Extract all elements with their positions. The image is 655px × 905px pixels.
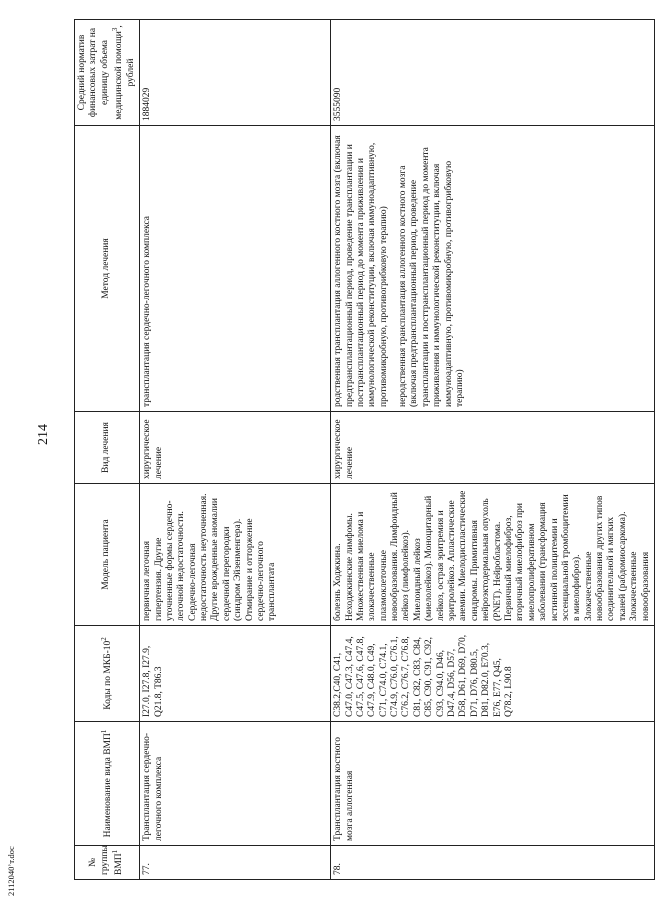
- cell-cost: 3555090: [331, 20, 655, 126]
- table-header-row: [75, 20, 140, 880]
- cell-type: хирургическое лечение: [140, 412, 331, 484]
- file-name: 2112040’т.doc: [6, 846, 16, 896]
- page-number-area: [36, 0, 60, 905]
- method-paragraph: неродственная трансплантация аллогенного костного мозга (включая предтрансплантационный период, проведение трансплантации и посттрансплантационный период до момента приживления и иммунологической реконституции, включая иммуноадаптивную, противомикробную, противогрибковую терапию): [398, 147, 466, 407]
- cell-method: [140, 126, 331, 412]
- header-cost: Средний норматив финансовых затрат на единицу объема медицинской помощи$^3$, рублей: [75, 20, 140, 126]
- cell-codes: I27.0, I27.8, I27.9, Q21.8, T86.3: [140, 626, 331, 722]
- method-paragraph: трансплантация сердечно-легочного комплекса: [142, 215, 153, 407]
- cell-group: 78.: [331, 846, 655, 880]
- header-codes: Коды по МКБ-$10^2$: [75, 626, 140, 722]
- header-group: № группы ВМП$^1$: [75, 846, 140, 880]
- cell-type: хирургическое лечение: [331, 412, 655, 484]
- cell-cost: 1884029: [140, 20, 331, 126]
- method-paragraph: родственная трансплантация аллогенного костного мозга (включая предтрансплантационный период, проведение трансплантации и посттрансплантационный период до момента приживления и иммунологической реконституции, включая иммуноадаптивную, противомикробную, противогрибковую терапию): [333, 135, 389, 407]
- cell-group: 77.: [140, 846, 331, 880]
- cell-name: Трансплантация сердечно-легочного комплекса: [140, 722, 331, 846]
- vmp-table: [74, 19, 655, 880]
- cell-name: Трансплантация костного мозга аллогенная: [331, 722, 655, 846]
- page-number: 214: [36, 424, 51, 445]
- cell-model: первичная легочная гипертензия. Другие уточненные формы сердечно-легочной недостаточности. Сердечно-легочная недостаточность неуточненная. Другие врожденные аномалии сердечной перегородки (синдром Эйзенменгера). Отмирание и отторжение сердечно-легочного трансплантата: [140, 484, 331, 626]
- cell-codes: C38.2,C40, C41, C47.0, C47.3, C47.4, C47.5, C47.6, C47.8, C47.9, C48.0, C49, C71, C74.0, C74.1, C74.9, C76.0, C76.1, C76.2, C76.7, C76.8, C81, C82, C83, C84, C85, C90, C91, C92, C93, C94.0, D46, D47.4, D56, D57, D58, D61, D69, D70, D71, D76, D80.5, D81, D82.0, E70.3, E76, E77, Q45, Q78.2, L90.8: [331, 626, 655, 722]
- rotated-table-page: [74, 20, 651, 880]
- header-method: Метод лечения: [75, 126, 140, 412]
- header-model: Модель пациента: [75, 484, 140, 626]
- table-row: [140, 20, 331, 880]
- cell-model: болезнь Ходжкина. Неходжкинские лимфомы. Множественная миелома и злокачественные плазмоклеточные новообразования. Лимфоидный лейкоз (лимфолейкоз). Миелоидный лейкоз (миелолейкоз). Моноцитарный лейкоз, острая эритремия и эритролейкоз. Апластические анемии. Миелодиспластические синдромы. Примитивная нейроэктодермальная опухоль (PNET). Нейробластома. Первичный миелофиброз, вторичный миелофиброз при миелопролиферативном заболевании (трансформация истинной полицитемии и эссенциальной тромбоцитемии в миелофиброз). Злокачественные новообразования других типов соединительной и мягких тканей (рабдомиосаркома). Злокачественные новообразования: [331, 484, 655, 626]
- header-type: Вид лечения: [75, 412, 140, 484]
- cell-method: [331, 126, 655, 412]
- header-name: Наименование вида ВМП$^1$: [75, 722, 140, 846]
- table-row: [331, 20, 655, 880]
